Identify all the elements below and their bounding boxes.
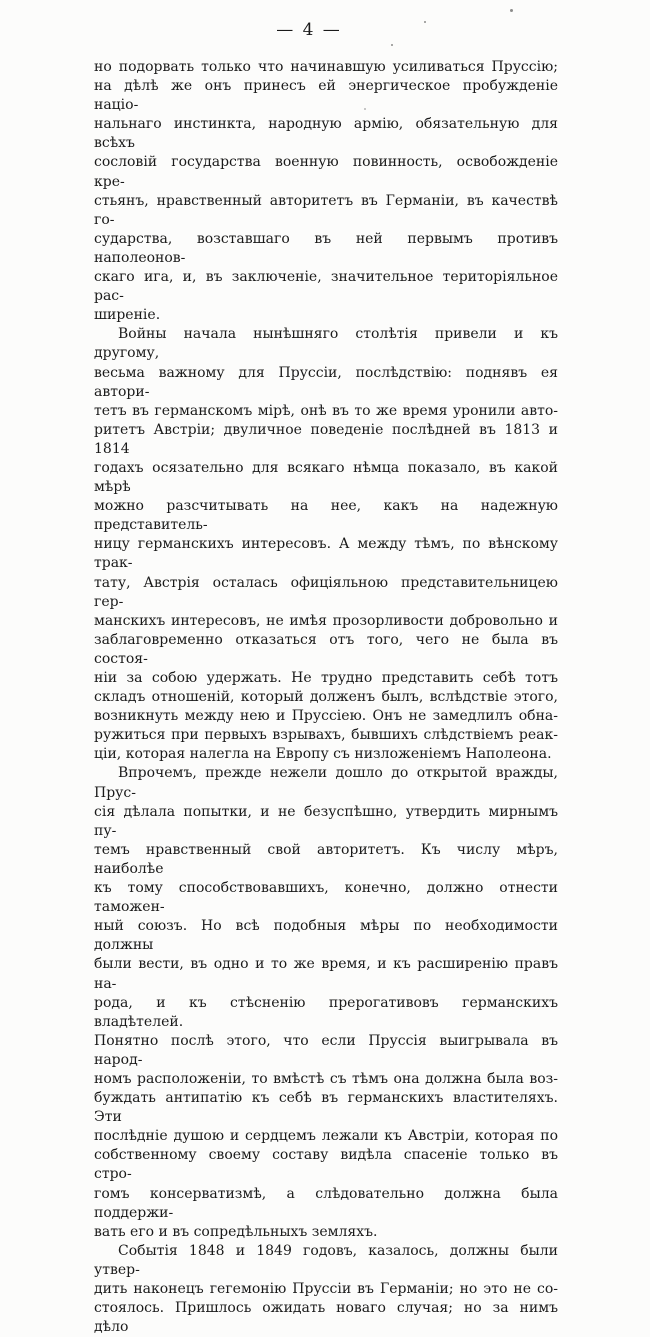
text-line: ный союзъ. Но всѣ подобныя мѣры по необходимости должны <box>94 918 558 954</box>
text-line: послѣдніе душою и сердцемъ лежали къ Австріи, которая по <box>94 1128 558 1145</box>
text-line: годахъ осязательно для всякаго нѣмца показало, въ какой мѣрѣ <box>94 459 558 496</box>
paragraph <box>94 1242 558 1337</box>
text-line: нальнаго инстинкта, народную армію, обязательную для всѣхъ <box>94 116 558 152</box>
text-line: Понятно послѣ этого, что если Пруссія выигрывала въ народ- <box>94 1032 558 1068</box>
text-line: гомъ консерватизмѣ, а слѣдовательно должна была поддержи- <box>94 1185 558 1221</box>
text-line: тату, Австрія осталась офиціяльною представительницею гер- <box>94 574 558 610</box>
text-line: ницу германскихъ интересовъ. А между тѣмъ, по вѣнскому трак- <box>94 536 558 572</box>
text-line: Впрочемъ, прежде нежели дошло до открытой вражды, Прус- <box>94 765 558 801</box>
body-text <box>94 58 558 1337</box>
text-line: заблаговременно отказаться отъ того, чего не была въ состоя- <box>94 631 558 667</box>
text-line: дить наконецъ гегемонію Пруссіи въ Германіи; но это не со- <box>94 1281 558 1297</box>
paragraph <box>94 58 558 325</box>
text-line: складъ отношеній, который долженъ былъ, вслѣдствіе этого, <box>94 689 558 706</box>
scan-speck <box>424 21 426 23</box>
text-line: сударства, возставшаго въ ней первымъ противъ наполеонов- <box>94 230 558 266</box>
text-line: возникнуть между нею и Пруссіею. Онъ не замедлилъ обна- <box>94 708 558 725</box>
text-line: къ тому способствовавшихъ, конечно, должно отнести таможен- <box>94 880 558 916</box>
text-line: манскихъ интересовъ, не имѣя прозорливости добровольно и <box>94 612 558 629</box>
text-line: стьянъ, нравственный авторитетъ въ Германіи, въ качествѣ го- <box>94 192 558 228</box>
text-line: сословій государства военную повинность, освобожденіе кре- <box>94 154 558 190</box>
text-line: ружиться при первыхъ взрывахъ, бывшихъ слѣдствіемъ реак- <box>94 727 558 744</box>
text-line: на дѣлѣ же онъ принесъ ей энергическое пробужденіе націо- <box>94 78 558 114</box>
text-line: Событія 1848 и 1849 годовъ, казалось, должны были утвер- <box>94 1242 558 1278</box>
text-line: номъ расположеніи, то вмѣстѣ съ тѣмъ она должна была воз- <box>94 1070 558 1087</box>
text-line: тетъ въ германскомъ мірѣ, онѣ въ то же время уронили авто- <box>94 402 558 419</box>
text-line: темъ нравственный свой авторитетъ. Къ числу мѣръ, наиболѣе <box>94 841 558 877</box>
text-line: ніи за собою удержать. Не трудно представить себѣ тотъ <box>94 670 558 686</box>
page-number: — 4 — <box>276 20 342 40</box>
paragraph <box>94 325 558 764</box>
text-line: собственному своему составу видѣла спасеніе только въ стро- <box>94 1147 558 1183</box>
scan-speck <box>510 9 513 12</box>
text-line: весьма важному для Пруссіи, послѣдствію: поднявъ ея автори- <box>94 364 558 400</box>
scan-speck <box>391 44 393 46</box>
text-line: рода, и къ стѣсненію прерогативовъ германскихъ владѣтелей. <box>94 994 558 1030</box>
text-line: стоялось. Пришлось ожидать новаго случая; но за нимъ дѣло <box>94 1300 558 1336</box>
text-line: ритетъ Австріи; двуличное поведеніе послѣдней въ 1813 и 1814 <box>94 421 558 457</box>
text-line: ціи, которая налегла на Европу съ низложеніемъ Наполеона. <box>94 746 552 763</box>
paragraph <box>94 764 558 1241</box>
text-line: Войны начала нынѣшняго столѣтія привели и къ другому, <box>94 326 558 362</box>
text-line: но подорвать только что начинавшую усиливаться Пруссію; <box>94 59 558 75</box>
text-line: сія дѣлала попытки, и не безуспѣшно, утвердить мирнымъ пу- <box>94 803 558 839</box>
text-line: ширеніе. <box>94 307 161 324</box>
text-line: буждать антипатію къ себѣ въ германскихъ властителяхъ. Эти <box>94 1090 558 1126</box>
text-line: скаго ига, и, въ заключеніе, значительное територіяльное рас- <box>94 269 558 305</box>
text-line: можно разсчитывать на нее, какъ на надежную представитель- <box>94 498 558 534</box>
text-line: вать его и въ сопредѣльныхъ земляхъ. <box>94 1223 378 1240</box>
text-line: были вести, въ одно и то же время, и къ расширенію правъ на- <box>94 956 558 992</box>
